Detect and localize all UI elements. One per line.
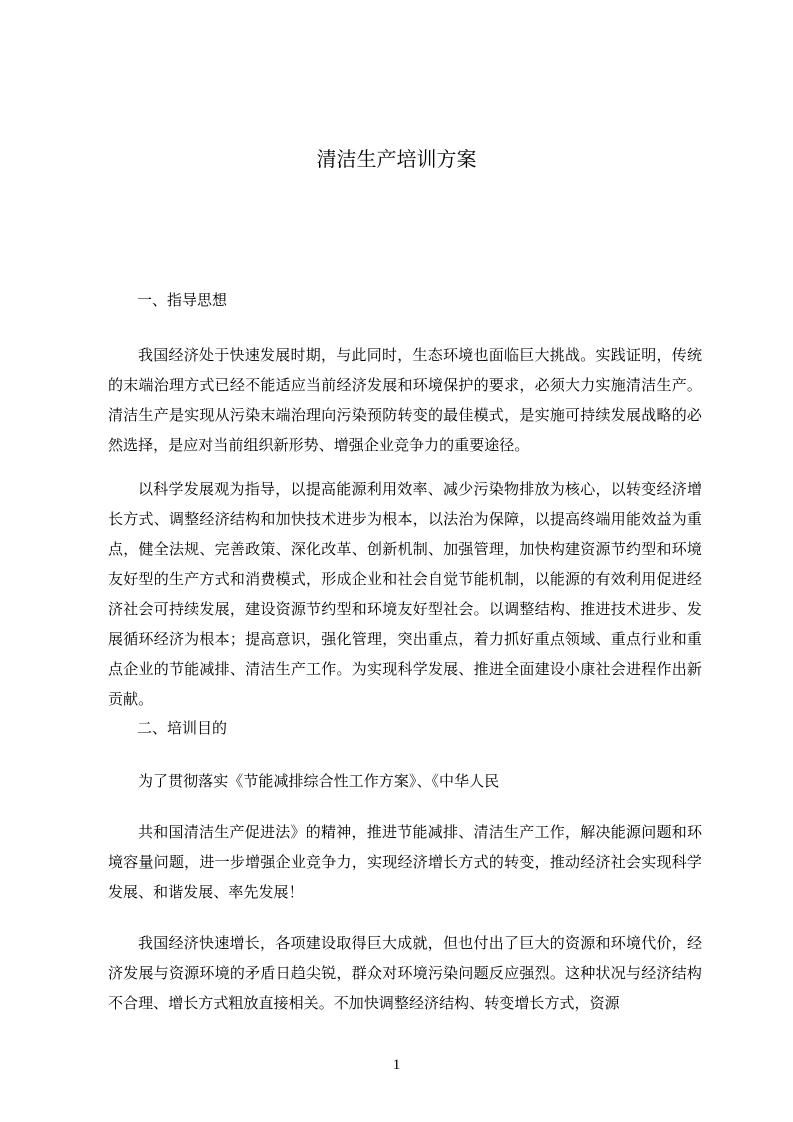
page-number: 1 bbox=[392, 1057, 401, 1073]
paragraph-training-purpose-3: 我国经济快速增长，各项建设取得巨大成就，但也付出了巨大的资源和环境代价，经济发展与资源环境的矛盾日趋尖锐，群众对环境污染问题反应强烈。这种状况与经济结构不合理、增长方式粗放直接相关。不加快调整经济结构、转变增长方式，资源 bbox=[108, 934, 702, 1012]
paragraph-guiding-ideology-2: 以科学发展观为指导，以提高能源利用效率、减少污染物排放为核心，以转变经济增长方式、调整经济结构和加快技术进步为根本，以法治为保障，以提高终端用能效益为重点，健全法规、完善政策、深化改革、创新机制、加强管理，加快构建资源节约型和环境友好型的生产方式和消费模式，形成企业和社会自觉节能机制，以能源的有效利用促进经济社会可持续发展，建设资源节约型和环境友好型社会。以调整结构、推进技术进步、发展循环经济为根本；提高意识，强化管理，突出重点，着力抓好重点领域、重点行业和重点企业的节能减排、清洁生产工作。为实现科学发展、推进全面建设小康社会进程作出新贡献。 bbox=[108, 480, 702, 708]
paragraph-training-purpose-1: 为了贯彻落实《节能减排综合性工作方案》、《中华人民 bbox=[138, 772, 500, 790]
section-heading-training-purpose: 二、培训目的 bbox=[137, 719, 228, 737]
section-heading-guiding-ideology: 一、指导思想 bbox=[137, 291, 228, 309]
paragraph-guiding-ideology-1: 我国经济处于快速发展时期，与此同时，生态环境也面临巨大挑战。实践证明，传统的末端治理方式已经不能适应当前经济发展和环境保护的要求，必须大力实施清洁生产。清洁生产是实现从污染末端治理向污染预防转变的最佳模式，是实施可持续发展战略的必然选择，是应对当前组织新形势、增强企业竞争力的重要途径。 bbox=[108, 346, 702, 454]
paragraph-training-purpose-2: 共和国清洁生产促进法》的精神，推进节能减排、清洁生产工作，解决能源问题和环境容量问题，进一步增强企业竞争力，实现经济增长方式的转变，推动经济社会实现科学发展、和谐发展、率先发展！ bbox=[108, 823, 702, 901]
document-title: 清洁生产培训方案 bbox=[316, 147, 477, 171]
